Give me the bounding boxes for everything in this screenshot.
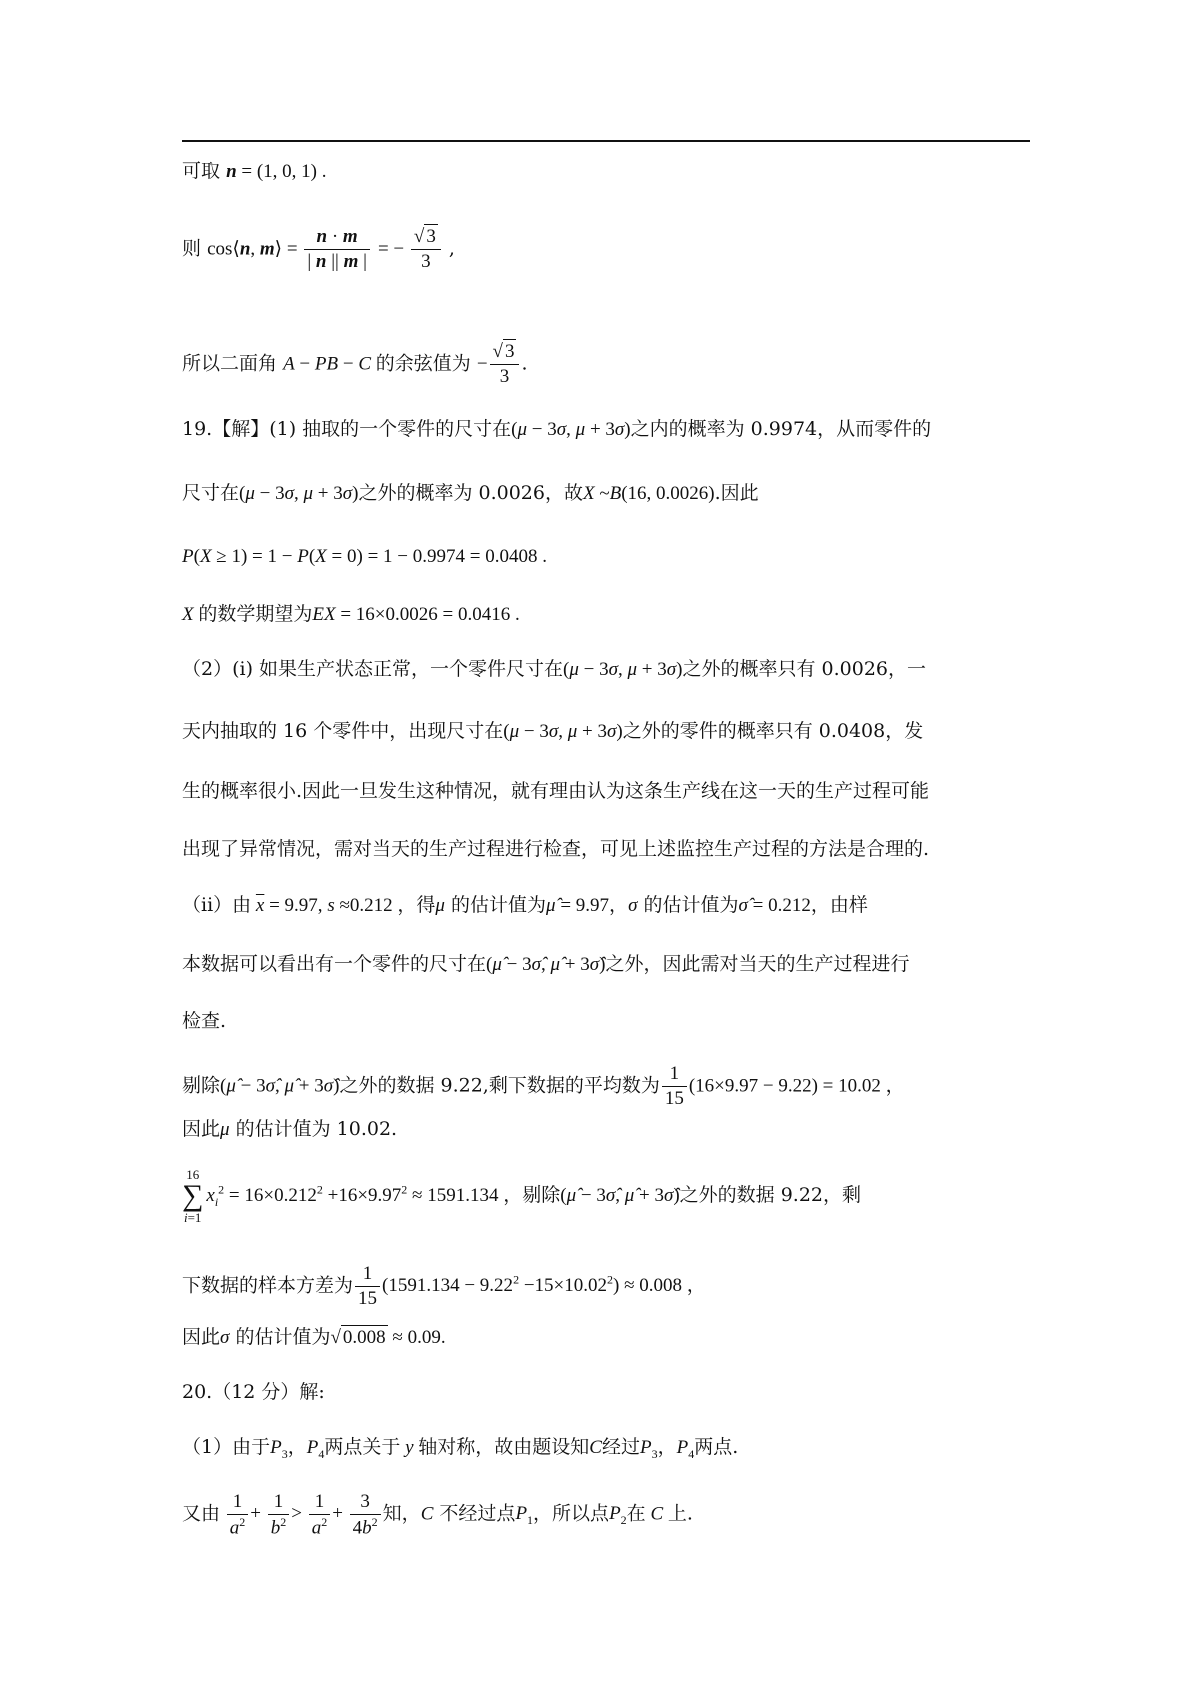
q19-line-5: （2）(i) 如果生产状态正常，一个零件尺寸在(μ − 3σ, μ + 3σ)之外的概率只有 0.0026，一	[182, 658, 926, 680]
q19-line-8: 出现了异常情况，需对当天的生产过程进行检查，可见上述监控生产过程的方法是合理的.	[182, 838, 930, 860]
text: 的余弦值为	[375, 352, 471, 375]
q20-line-1: 20.（12 分）解:	[182, 1381, 325, 1403]
text: 所以二面角	[182, 352, 278, 375]
fraction: $\frac{3}{4b^2}$	[350, 1490, 381, 1540]
q19-line-1: 19.【解】(1) 抽取的一个零件的尺寸在(μ − 3σ, μ + 3σ)之内的概率为 0.9974，从而零件的	[182, 418, 932, 440]
line-normal-vector: 可取 n = (1, 0, 1) .	[182, 160, 327, 182]
q19-line-7: 生的概率很小.因此一旦发生这种情况，就有理由认为这条生产线在这一天的生产过程可能	[182, 780, 930, 802]
q19-line-13: 因此μ 的估计值为 10.02.	[182, 1118, 398, 1140]
header-rule	[182, 140, 1030, 142]
text: 可取	[182, 160, 221, 182]
math: = −	[377, 238, 409, 260]
fraction: $\frac{√ 3}{3}$	[411, 225, 441, 274]
q19-line-16: 因此σ 的估计值为√ 0.008 ≈ 0.09.	[182, 1326, 446, 1348]
q19-line-3: P(X ≥ 1) = 1 − P(X = 0) = 1 − 0.9974 = 0.0408 .	[182, 546, 547, 567]
line-cosine: 则 cos⟨n, m⟩ = $\frac{n \cdot m}{| n || m |}$ = − $\frac{√ 3}{3}$ ,	[182, 226, 455, 272]
line-dihedral: 所以二面角 A − PB − C 的余弦值为 − $\frac{√ 3}{3}$ .	[182, 341, 528, 387]
q19-line-14: 16 ∑ $i=1x_i^2 = 16\times 0.212^2 +16\times 9.97^2 \approx 1591.134$ ，剔除(μ̂ − 3σ̂, μ̂ + 3σ̂)之外的数据 9.22，剩	[182, 1167, 862, 1225]
q20-line-3: 又由 $\frac{1}{a^2}$ + $\frac{1}{b^2}$ > $\frac{1}{a^2}$ + $\frac{3}{4b^2}$ 知，C 不经过点$P_1$，所以点$P_2$在 C 上.	[182, 1491, 693, 1539]
q19-line-12: 剔除(μ̂ − 3σ̂, μ̂ + 3σ̂)之外的数据 9.22,剩下数据的平均数为 $\frac{1}{15}$ (16×9.97 − 9.22) = 10.02 ，	[182, 1063, 905, 1109]
q19-line-6: 天内抽取的 16 个零件中，出现尺寸在(μ − 3σ, μ + 3σ)之外的零件的概率只有 0.0408，发	[182, 720, 924, 742]
fraction: $\frac{1}{a^2}$	[227, 1490, 249, 1540]
q20-line-2: （1）由于$P_3$，$P_4$两点关于 y 轴对称，故由题设知C经过$P_3$，$P_4$两点.	[182, 1436, 739, 1461]
q19-line-9: （ii）由 $\overline{x} = 9.97$, s ≈0.212 ，得μ 的估计值为μ̂ = 9.97，σ 的估计值为σ̂ = 0.212，由样	[182, 894, 868, 916]
text: 则	[182, 237, 202, 260]
q19-line-2: 尺寸在(μ − 3σ, μ + 3σ)之外的概率为 0.0026，故X ~B(16, 0.0026).因此	[182, 482, 759, 504]
math: = (1, 0, 1) .	[241, 161, 327, 182]
fraction: $\frac{√ 3}{3}$	[490, 340, 520, 389]
q19-line-4: X 的数学期望为EX = 16×0.0026 = 0.0416 .	[182, 603, 520, 625]
fraction: $\frac{1}{b^2}$	[268, 1490, 290, 1540]
fraction: $\frac{1}{15}$	[662, 1062, 687, 1111]
text: ,	[448, 237, 455, 260]
q19-line-11: 检查.	[182, 1010, 227, 1032]
q19-line-10: 本数据可以看出有一个零件的尺寸在(μ̂ − 3σ̂, μ̂ + 3σ̂)之外，因此需对当天的生产过程进行	[182, 953, 910, 975]
fraction: $\frac{1}{a^2}$	[309, 1490, 331, 1540]
fraction: $\frac{1}{15}$	[355, 1262, 380, 1311]
fraction: $\frac{n \cdot m}{| n || m |}$	[304, 225, 370, 274]
summation: 16 ∑ i=1	[182, 1167, 204, 1225]
q19-line-15: 下数据的样本方差为 $\frac{1}{15}$ $(1591.134 - 9.22^2 -15\times 10.02^2) \approx 0.008$ ，	[182, 1263, 706, 1309]
